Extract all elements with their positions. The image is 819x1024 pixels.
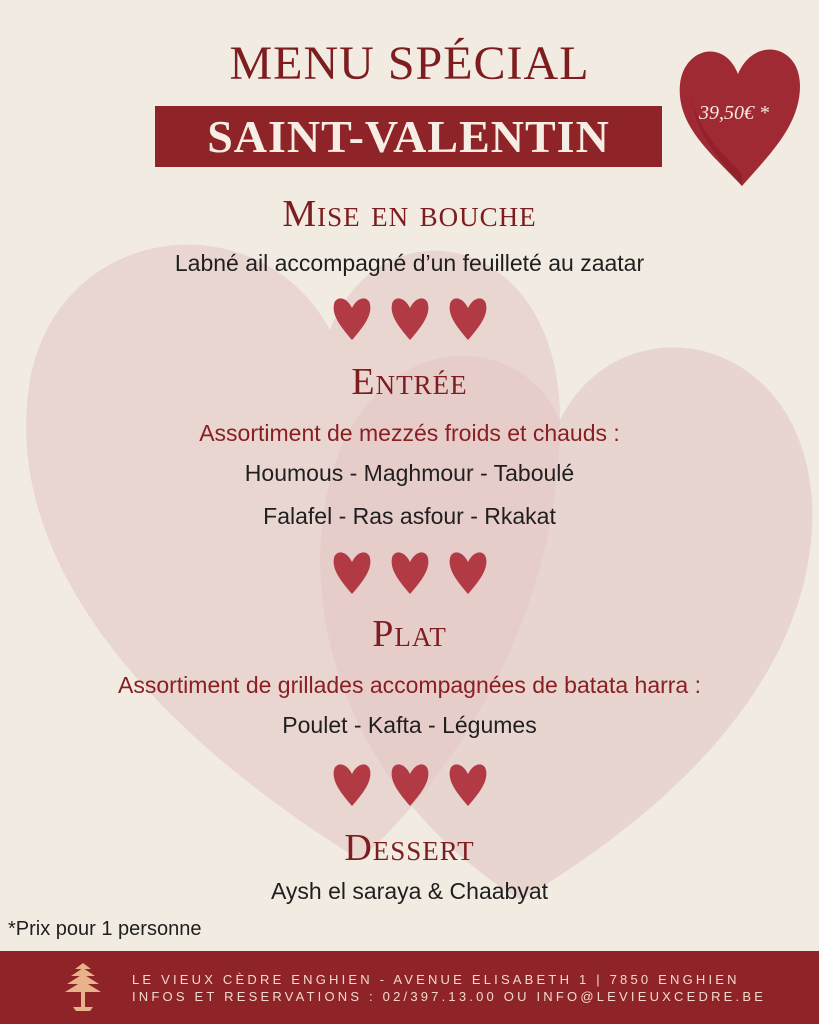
plat-item: Poulet - Kafta - Légumes [282,712,537,738]
section-title-plat: Plat [372,613,447,655]
section-title-dessert: Dessert [344,827,475,869]
entree-item: Houmous - Maghmour - Taboulé [244,460,575,486]
dessert-item: Aysh el saraya & Chaabyat [270,878,548,904]
mise-en-bouche-item: Labné ail accompagné d’un feuilleté au zaatar [174,250,645,276]
hearts-divider-icon [330,294,490,342]
cedar-tree-icon [64,961,102,1013]
section-title-mise-en-bouche: Mise en bouche [282,193,537,235]
price-footnote: *Prix pour 1 personne [8,918,202,940]
hearts-divider-icon [330,548,490,596]
footer-contact: INFOS ET RESERVATIONS : 02/397.13.00 OU INFO@LEVIEUXCEDRE.BE [132,989,767,1004]
section-title-entree: Entrée [351,361,468,403]
entree-item: Falafel - Ras asfour - Rkakat [263,503,556,529]
menu-title: MENU SPÉCIAL [229,37,590,90]
plat-intro: Assortiment de grillades accompagnées de batata harra : [118,672,701,698]
hearts-divider-icon [330,760,490,808]
entree-intro: Assortiment de mezzés froids et chauds : [199,420,620,446]
footer-address: LE VIEUX CÈDRE ENGHIEN - AVENUE ELISABETH 1 | 7850 ENGHIEN [132,972,740,987]
event-title: SAINT-VALENTIN [207,111,610,162]
title-banner [155,106,662,167]
price-label: 39,50€ * [699,102,769,124]
footer-bar [0,951,819,1024]
